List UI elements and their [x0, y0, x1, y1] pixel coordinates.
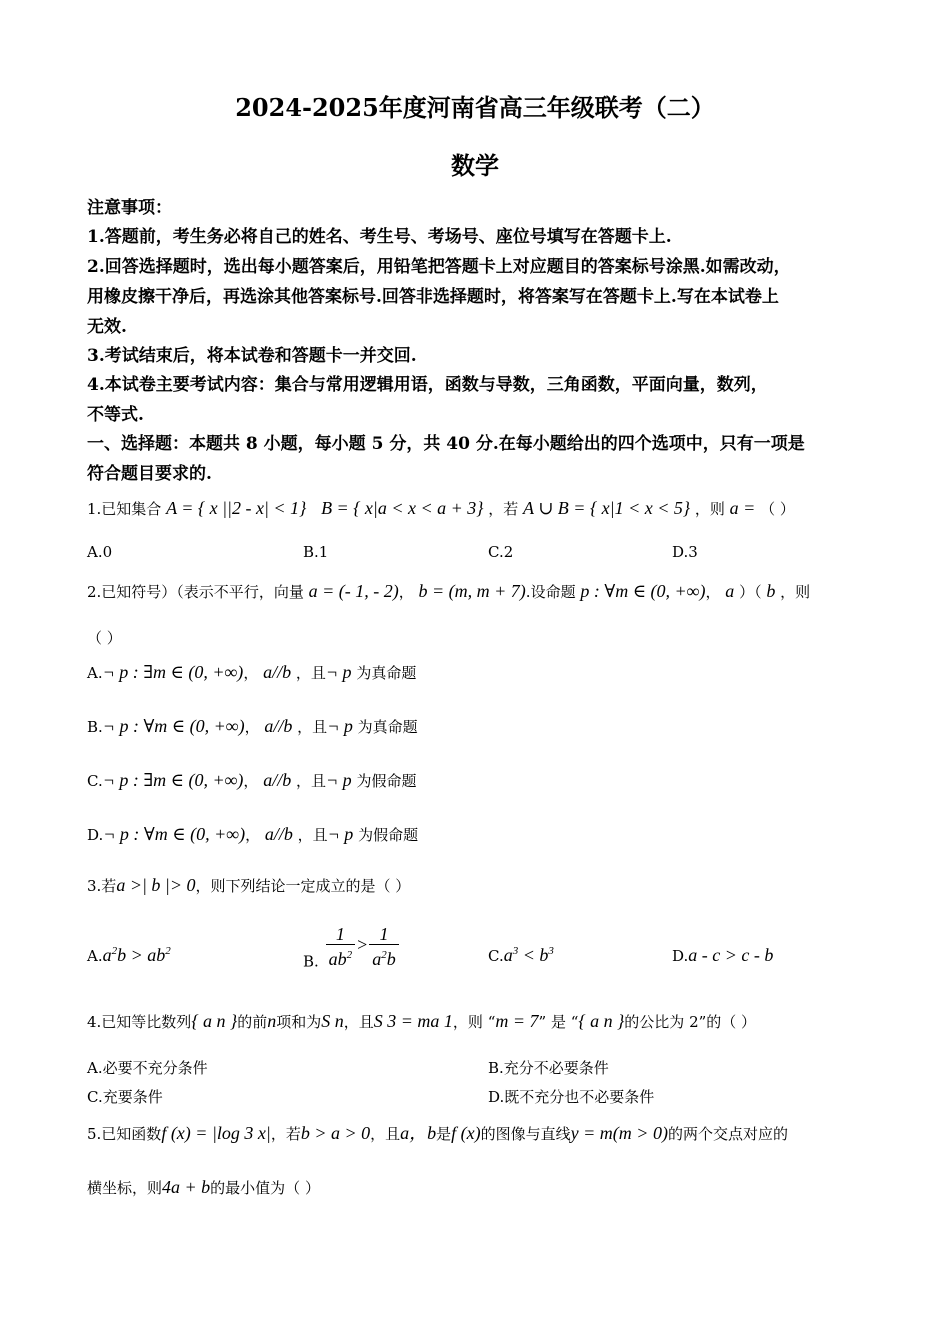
q2-option-a: A.¬ p : ∃m ∈ (0, +∞)， a//b ，且¬ p 为真命题 — [87, 662, 417, 682]
question-2-stem: 2.已知符号）（表示不平行，向量 a = (- 1, - 2)， b = (m, m + 7).设命题 p : ∀m ∈ (0, +∞)， a ）（ b ，则 — [87, 581, 811, 601]
question-3-stem — [87, 868, 410, 903]
q4-sn: S n — [321, 1011, 344, 1031]
q5-mid: 的图像与直线 — [480, 1125, 571, 1143]
q1-set-a: A = { x ||2 - x| < 1} — [166, 498, 307, 518]
q2-d-par: a//b — [264, 824, 293, 844]
q2-b-expr: ¬ p : ∀m ∈ (0, +∞) — [102, 716, 245, 736]
q2-option-b: B.¬ p : ∀m ∈ (0, +∞)， a//b ，且¬ p 为真命题 — [87, 716, 418, 736]
q2-d-result: 为假命题 — [358, 826, 419, 844]
q4-option-d: D.既不充分也不必要条件 — [488, 1088, 655, 1106]
q3-cond: a >| b |> 0 — [116, 875, 196, 895]
q2-a-label: A. — [87, 664, 103, 682]
q3-b-num-right: 1 — [369, 924, 399, 945]
q5-tail: 的两个交点对应的 — [667, 1125, 788, 1143]
q2-tail-a: a — [725, 581, 735, 601]
q4-tail: 的公比为 2”的（ ） — [624, 1013, 757, 1031]
q5-ruo: ，若 — [270, 1125, 301, 1143]
q4-an2: { a n } — [578, 1011, 625, 1031]
q3-option-b — [303, 924, 401, 971]
q5-prefix: 5.已知函数 — [87, 1125, 162, 1143]
section-heading: 一、选择题：本题共 8 小题，每小题 5 分，共 40 分.在每小题给出的四个选项中，只有一项是 — [87, 434, 805, 454]
q3-option-a — [87, 945, 171, 966]
q5-expr: 4a + b — [162, 1177, 211, 1197]
q2-paren: （ ） — [87, 629, 122, 647]
q2-c-neg: ¬ p — [326, 770, 352, 790]
q2-b-label: B. — [87, 718, 103, 736]
q4-n: n — [267, 1011, 277, 1031]
q4-an: { a n } — [191, 1011, 238, 1031]
q1-option-a: A.0 — [87, 543, 113, 561]
q5-line2-prefix: 横坐标，则 — [87, 1179, 163, 1197]
q1-set-b: B = { x|a < x < a + 3} — [321, 498, 484, 518]
q2-b-par: a//b — [264, 716, 293, 736]
q2-a-par: a//b — [263, 662, 292, 682]
q2-a-end: ，且 — [295, 664, 326, 682]
q2-mid: .设命题 — [525, 583, 576, 601]
notice-line-3: 3.考试结束后，将本试卷和答题卡一并交回. — [87, 346, 417, 366]
q5-shi: 是 — [436, 1125, 452, 1143]
q4-qie: ，且 — [343, 1013, 374, 1031]
q2-c-par: a//b — [263, 770, 292, 790]
q1-option-c: C.2 — [488, 543, 514, 561]
q2-option-c: C.¬ p : ∃m ∈ (0, +∞)， a//b ，且¬ p 为假命题 — [87, 770, 417, 790]
q4-qian: 的前 — [237, 1013, 268, 1031]
q2-c-end: ，且 — [296, 772, 327, 790]
q4-xiang: 项和为 — [276, 1013, 322, 1031]
q5-line2-suffix: 的最小值为（ ） — [210, 1179, 320, 1197]
q2-d-end: ，且 — [297, 826, 328, 844]
q1-union: A ∪ B = { x|1 < x < 5} — [523, 498, 691, 518]
q3-d-expr: a - c > c - b — [688, 945, 774, 965]
q3-b-den-left: $ab^2$ — [328, 949, 353, 969]
q3-b-label: B. — [303, 952, 319, 971]
q3-option-c — [488, 945, 554, 966]
q2-c-result: 为假命题 — [356, 772, 417, 790]
q5-cond: b > a > 0 — [300, 1123, 371, 1143]
q2-tail-rest: ）（ — [739, 583, 762, 601]
q5-fx2: f (x) — [451, 1123, 481, 1143]
q2-prefix: 2.已知符号）（表示不平行，向量 — [87, 583, 304, 601]
q2-tail-b: b — [766, 581, 776, 601]
question-1-stem — [87, 491, 795, 526]
q3-c-expr: $a^3 < b^3$ — [503, 945, 554, 965]
q1-var-a: a = — [729, 498, 756, 518]
q2-vec-a: a = (- 1, - 2) — [308, 581, 399, 601]
q4-prefix: 4.已知等比数列 — [87, 1013, 192, 1031]
q2-d-expr: ¬ p : ∀m ∈ (0, +∞) — [103, 824, 246, 844]
q2-d-neg: ¬ p — [327, 824, 354, 844]
notice-line-2a: 2.回答选择题时，选出每小题答案后，用铅笔把答题卡上对应题目的答案标号涂黑.如需改动， — [87, 257, 791, 277]
q4-option-b: B.充分不必要条件 — [488, 1059, 609, 1077]
q3-c-label: C. — [488, 947, 504, 965]
notice-line-4b: 不等式. — [87, 405, 144, 425]
q1-paren: （ ） — [760, 500, 795, 518]
q3-prefix: 3.若 — [87, 877, 117, 895]
q4-option-c: C.充要条件 — [87, 1088, 163, 1106]
q3-a-label: A. — [87, 947, 103, 965]
q3-d-label: D. — [672, 947, 689, 965]
q2-b-neg: ¬ p — [327, 716, 353, 736]
q3-b-gt: > — [357, 934, 368, 955]
q2-prop: p : ∀m ∈ (0, +∞) — [580, 581, 706, 601]
q3-b-frac-right — [369, 924, 399, 969]
subject-title: 数学 — [451, 151, 499, 180]
q1-option-d: D.3 — [672, 543, 698, 561]
q2-a-result: 为真命题 — [356, 664, 417, 682]
q2-b-result: 为真命题 — [357, 718, 418, 736]
q4-shi: ” 是 “ — [538, 1013, 579, 1031]
q3-a-expr: $a^2b > ab^2$ — [102, 945, 171, 965]
question-4-stem — [87, 1004, 756, 1039]
q1-then: ，则 — [694, 500, 725, 518]
notice-line-1: 1.答题前，考生务必将自己的姓名、考生号、考场号、座位号填写在答题卡上. — [87, 227, 672, 247]
q4-ze: ，则 “ — [452, 1013, 496, 1031]
q5-fx: f (x) = |log 3 x| — [161, 1123, 271, 1143]
q3-b-den-right: $a^2b$ — [372, 949, 396, 969]
q2-a-neg: ¬ p — [325, 662, 352, 682]
q5-ab: a，b — [400, 1123, 437, 1143]
q5-qie: ，且 — [370, 1125, 401, 1143]
q2-b-end: ，且 — [297, 718, 328, 736]
q2-c-label: C. — [87, 772, 103, 790]
q3-option-d — [672, 945, 773, 966]
q2-tail-end: ，则 — [780, 583, 811, 601]
q3-suffix: ，则下列结论一定成立的是（ ） — [195, 877, 411, 895]
q1-ruo: ，若 — [488, 500, 519, 518]
q3-b-num-left: 1 — [326, 924, 356, 945]
q4-m7: m = 7 — [495, 1011, 539, 1031]
page-title: 2024-2025年度河南省高三年级联考（二） — [235, 93, 715, 122]
notice-heading: 注意事项： — [87, 198, 172, 218]
q2-vec-b: b = (m, m + 7) — [418, 581, 526, 601]
q1-prefix: 1.已知集合 — [87, 500, 162, 518]
notice-line-2c: 无效. — [87, 317, 127, 337]
question-5-stem-cont — [87, 1170, 320, 1205]
question-5-stem — [87, 1116, 788, 1151]
q3-b-frac-left — [326, 924, 356, 969]
q5-line: y = m(m > 0) — [570, 1123, 668, 1143]
notice-line-4a: 4.本试卷主要考试内容：集合与常用逻辑用语，函数与导数，三角函数，平面向量，数列， — [87, 375, 768, 395]
q4-s3: S 3 = ma 1 — [373, 1011, 453, 1031]
q2-a-expr: ¬ p : ∃m ∈ (0, +∞) — [102, 662, 244, 682]
q4-option-a: A.必要不充分条件 — [87, 1059, 208, 1077]
q2-option-d: D.¬ p : ∀m ∈ (0, +∞)， a//b ，且¬ p 为假命题 — [87, 824, 419, 844]
q2-d-label: D. — [87, 826, 104, 844]
q2-c-expr: ¬ p : ∃m ∈ (0, +∞) — [102, 770, 244, 790]
q1-option-b: B.1 — [303, 543, 329, 561]
notice-line-2b: 用橡皮擦干净后，再选涂其他答案标号.回答非选择题时，将答案写在答题卡上.写在本试卷上 — [87, 287, 779, 307]
section-heading-cont: 符合题目要求的. — [87, 464, 212, 484]
